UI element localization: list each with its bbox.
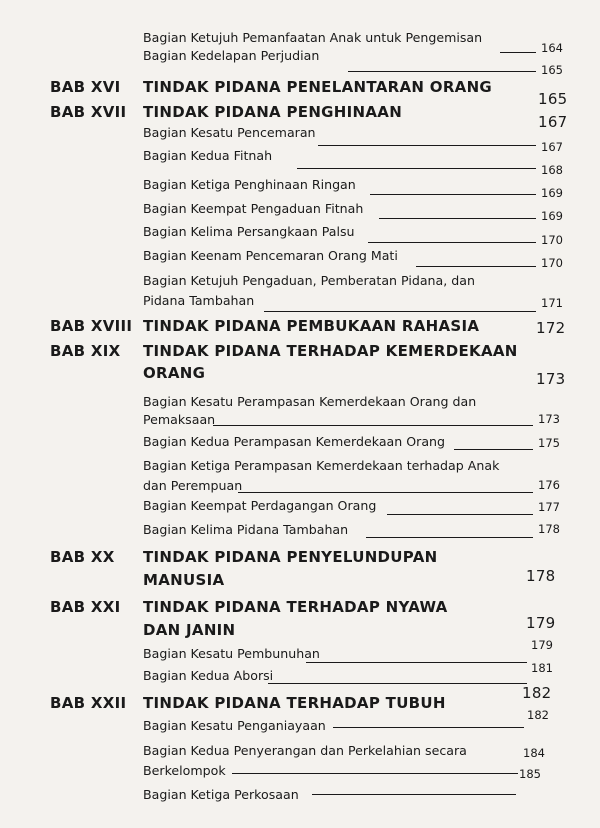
chapter-number: BAB XXII	[50, 694, 127, 712]
page-number: 171	[541, 296, 563, 310]
leader-line	[268, 683, 527, 684]
leader-line	[454, 449, 533, 450]
page-number: 167	[541, 140, 563, 154]
leader-line	[264, 311, 536, 312]
page-number: 170	[541, 233, 563, 247]
toc-section-entry[interactable]: Bagian Kedua Aborsi	[143, 668, 274, 683]
chapter-title-line1[interactable]: TINDAK PIDANA TERHADAP KEMERDEKAAN	[143, 342, 518, 360]
page-number: 184	[523, 746, 545, 760]
toc-section-entry[interactable]: Bagian Kelima Pidana Tambahan	[143, 522, 349, 537]
chapter-number: BAB XVI	[50, 78, 121, 96]
page-number: 170	[541, 256, 563, 270]
toc-section-entry[interactable]: Bagian Ketiga Penghinaan Ringan	[143, 177, 356, 192]
toc-section-entry[interactable]: Bagian Kedua Fitnah	[143, 148, 273, 163]
page-number: 173	[538, 412, 560, 426]
page-number: 178	[526, 567, 556, 585]
page-number: 172	[536, 319, 566, 337]
page-number: 169	[541, 186, 563, 200]
chapter-title[interactable]: TINDAK PIDANA PEMBUKAAN RAHASIA	[143, 317, 480, 335]
chapter-title-line1[interactable]: TINDAK PIDANA PENYELUNDUPAN	[143, 548, 438, 566]
toc-section-entry-line1[interactable]: Bagian Ketiga Perampasan Kemerdekaan terhadap Anak	[143, 458, 500, 473]
toc-section-entry[interactable]: Bagian Kedelapan Perjudian	[143, 48, 320, 63]
toc-section-entry-line2[interactable]: Pemaksaan	[143, 412, 216, 427]
page-number: 165	[541, 63, 563, 77]
leader-line	[500, 52, 536, 53]
chapter-title[interactable]: TINDAK PIDANA TERHADAP TUBUH	[143, 694, 446, 712]
chapter-title[interactable]: TINDAK PIDANA PENGHINAAN	[143, 103, 403, 121]
leader-line	[366, 537, 533, 538]
toc-section-entry[interactable]: Bagian Kesatu Pembunuhan	[143, 646, 320, 661]
chapter-number: BAB XXI	[50, 598, 121, 616]
page-number: 185	[519, 767, 541, 781]
page-number: 176	[538, 478, 560, 492]
leader-line	[232, 773, 518, 774]
chapter-number: BAB XVIII	[50, 317, 133, 335]
leader-line	[306, 662, 527, 663]
page-number: 165	[538, 90, 568, 108]
toc-section-entry-line1[interactable]: Bagian Kesatu Perampasan Kemerdekaan Orang dan	[143, 394, 477, 409]
leader-line	[318, 145, 536, 146]
toc-section-entry-line1[interactable]: Bagian Ketujuh Pengaduan, Pemberatan Pidana, dan	[143, 273, 475, 288]
chapter-number: BAB XIX	[50, 342, 121, 360]
page-number: 164	[541, 41, 563, 55]
toc-section-entry[interactable]: Bagian Kedua Perampasan Kemerdekaan Orang	[143, 434, 446, 449]
leader-line	[370, 194, 536, 195]
toc-section-entry[interactable]: Bagian Kesatu Penganiayaan	[143, 718, 326, 733]
chapter-title-line2[interactable]: ORANG	[143, 364, 206, 382]
page-number: 182	[522, 684, 552, 702]
toc-section-entry[interactable]: Bagian Kelima Persangkaan Palsu	[143, 224, 355, 239]
page-number: 168	[541, 163, 563, 177]
toc-section-entry[interactable]: Bagian Keempat Perdagangan Orang	[143, 498, 377, 513]
toc-section-entry-line2[interactable]: Berkelompok	[143, 763, 226, 778]
page-number: 169	[541, 209, 563, 223]
page-number: 182	[527, 708, 549, 722]
leader-line	[297, 168, 536, 169]
toc-section-entry[interactable]: Bagian Kesatu Pencemaran	[143, 125, 316, 140]
leader-line	[348, 71, 536, 72]
page-number: 179	[526, 614, 556, 632]
toc-section-entry[interactable]: Bagian Keempat Pengaduan Fitnah	[143, 201, 364, 216]
toc-section-entry-line2[interactable]: Pidana Tambahan	[143, 293, 255, 308]
page-number: 181	[531, 661, 553, 675]
leader-line	[333, 727, 524, 728]
page-number: 175	[538, 436, 560, 450]
leader-line	[379, 218, 536, 219]
leader-line	[368, 242, 536, 243]
page-number: 177	[538, 500, 560, 514]
toc-section-entry-line2[interactable]: dan Perempuan	[143, 478, 243, 493]
page-number: 178	[538, 522, 560, 536]
leader-line	[416, 266, 536, 267]
toc-section-entry[interactable]: Bagian Ketujuh Pemanfaatan Anak untuk Pengemisan	[143, 30, 483, 45]
chapter-title-line2[interactable]: MANUSIA	[143, 571, 225, 589]
leader-line	[213, 425, 533, 426]
leader-line	[238, 492, 533, 493]
toc-section-entry-line1[interactable]: Bagian Kedua Penyerangan dan Perkelahian secara	[143, 743, 467, 758]
chapter-number: BAB XX	[50, 548, 115, 566]
page-number: 179	[531, 638, 553, 652]
leader-line	[312, 794, 516, 795]
page-number: 167	[538, 113, 568, 131]
leader-line	[387, 514, 533, 515]
page-number: 173	[536, 370, 566, 388]
chapter-title-line2[interactable]: DAN JANIN	[143, 621, 236, 639]
chapter-number: BAB XVII	[50, 103, 127, 121]
chapter-title-line1[interactable]: TINDAK PIDANA TERHADAP NYAWA	[143, 598, 448, 616]
toc-section-entry[interactable]: Bagian Ketiga Perkosaan	[143, 787, 299, 802]
toc-section-entry[interactable]: Bagian Keenam Pencemaran Orang Mati	[143, 248, 398, 263]
chapter-title[interactable]: TINDAK PIDANA PENELANTARAN ORANG	[143, 78, 493, 96]
